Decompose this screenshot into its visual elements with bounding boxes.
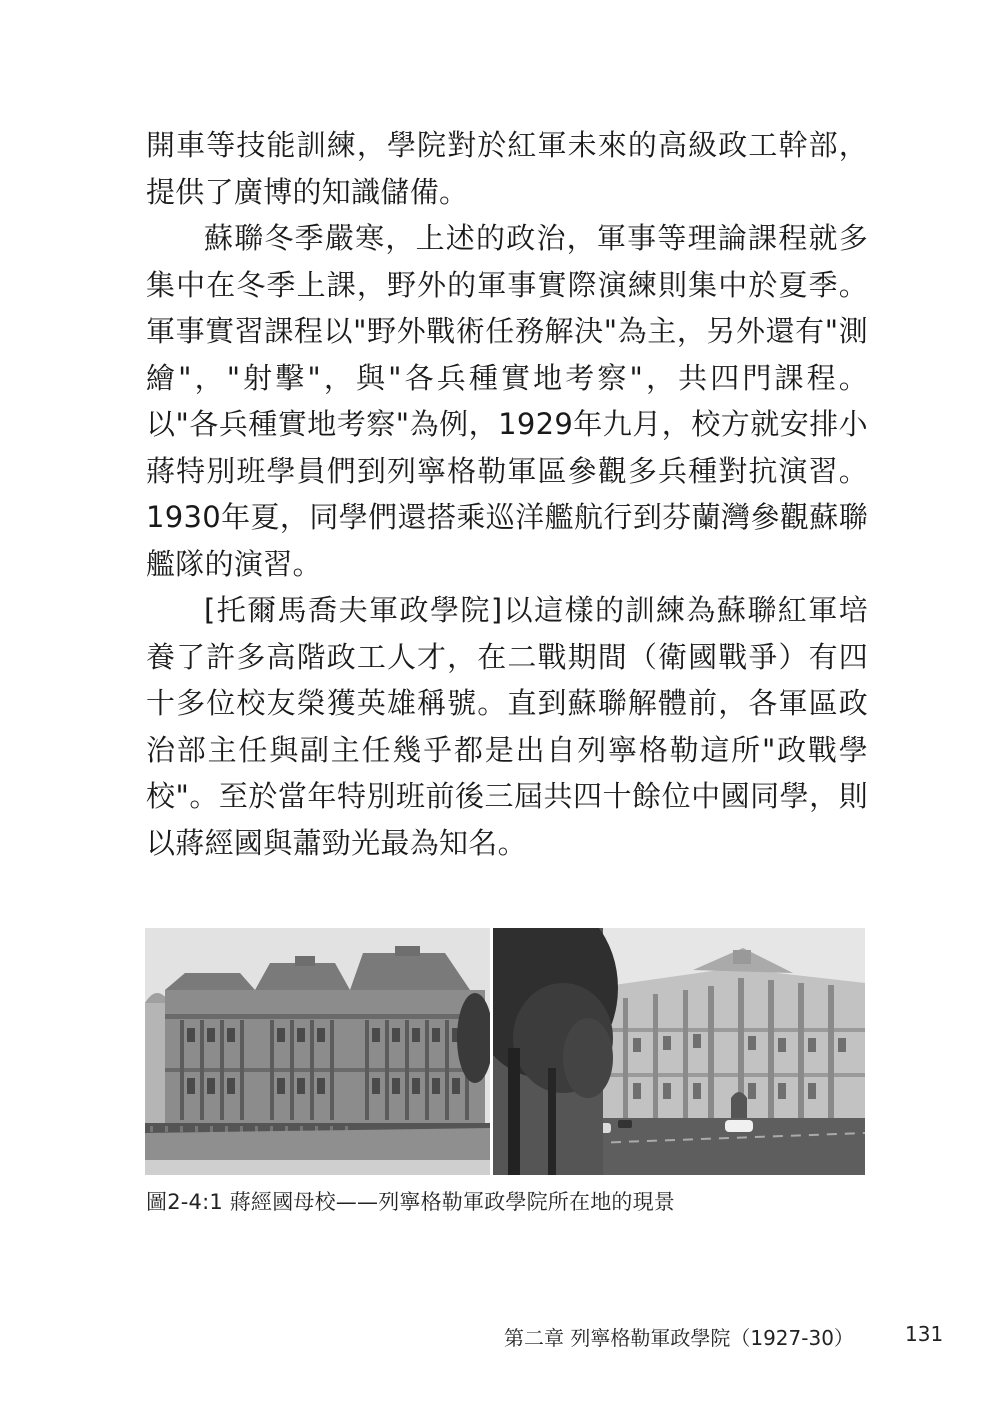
photo-academy-river-view xyxy=(145,928,490,1175)
page-number: 131 xyxy=(905,1322,944,1346)
paragraph-1: 開車等技能訓練，學院對於紅軍未來的高級政工幹部，提供了廣博的知識儲備。 xyxy=(146,128,868,209)
figure-caption: 圖2-4:1 蔣經國母校——列寧格勒軍政學院所在地的現景 xyxy=(146,1190,676,1214)
figure-photos xyxy=(145,928,865,1175)
body-text xyxy=(146,122,868,866)
photo-academy-street-view xyxy=(493,928,865,1175)
paragraph-3: [托爾馬喬夫軍政學院]以這樣的訓練為蘇聯紅軍培養了許多高階政工人才，在二戰期間（衛國戰爭）有四十多位校友榮獲英雄稱號。直到蘇聯解體前，各軍區政治部主任與副主任幾乎都是出自列寧格勒這所"政戰學校"。至於當年特別班前後三屆共四十餘位中國同學，則以蔣經國與蕭勁光最為知名。 xyxy=(146,593,868,860)
paragraph-2: 蘇聯冬季嚴寒，上述的政治，軍事等理論課程就多集中在冬季上課，野外的軍事實際演練則集中於夏季。軍事實習課程以"野外戰術任務解決"為主，另外還有"測繪"，"射擊"，與"各兵種實地考察"，共四門課程。以"各兵種實地考察"為例，1929年九月，校方就安排小蔣特別班學員們到列寧格勒軍區參觀多兵種對抗演習。1930年夏，同學們還搭乘巡洋艦航行到芬蘭灣參觀蘇聯艦隊的演習。 xyxy=(146,221,868,581)
running-head: 第二章 列寧格勒軍政學院（1927-30） xyxy=(504,1326,854,1350)
